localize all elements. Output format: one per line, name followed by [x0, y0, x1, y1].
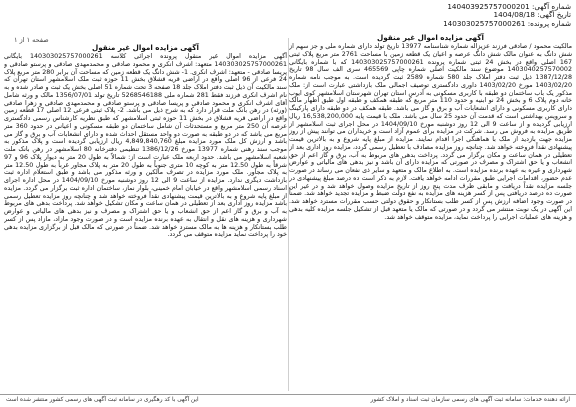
notice-title-first: آگهی مزایده اموال غیر منقول — [377, 33, 484, 42]
page-number: صفحه ۱ از ۱ — [14, 36, 49, 44]
column-divider — [288, 38, 289, 391]
notice-column-first — [289, 33, 572, 393]
notice-id: شماره آگهی: 140403925757000201 — [447, 2, 571, 11]
footer-provider-text: ارائه دهنده خدمات: سامانه ثبت آگهی های رسمی سازمان ثبت اسناد و املاک کشور — [370, 397, 570, 403]
page-footer — [0, 394, 576, 405]
notice-date: تاریخ آگهی: 1404/08/18 — [493, 10, 571, 20]
notice-column-second — [4, 43, 287, 393]
case-number: شماره پرونده: 140303025757000261 — [443, 18, 571, 28]
notice-title-second: آگهی مزایده اموال غیر منقول — [92, 43, 199, 52]
notice-body-first: مالکیت محمود / صادقی فرزند عزیزاله شماره شناسنامه 13977 تاریخ تولد دارای شماره ملی و جز سهم از شش دانگ به عنوان مالک شش دانگ عرصه و اعیان یک قطعه زمین با مساحت 2761 متر مربع پلاک ثبتی 167 اصلی واقع در بخش 24 ثبتی شماره پرونده 140303025757000261 که با شماره بایگانی 1403040257570002 موضوع سند مالکیت اصلی شماره چاپی 465569 سری الف سال 98 تاریخ 1387/12/28 ذیل ثبت دفتر املاک جلد 580 شماره 2589 ثبت گردیده است. به موجب نامه شماره 1403/02/20 مورخ 1403/02/20 داوری دادگستری توصیف اجمالی ملک بازداشتی عبارت است از: ملک مذکور یک باب ساختمان دو طبقه با کاربری مسکونی به آدرس استان تهران شهرستان اسلامشهر کوی ایوب خانه دوم پلاک 6 و بخش 24 نو ابنیه و حدود 110 متر مربع که طبقه همکف و طبقه اول طبق اظهار مالک دارای کاربری مسکونی و دارای انشعابات آب و برق و گاز می باشد. طبقه همکف در دو طبقه دارای پارکینگ و سرویس بهداشتی است که قدمت آن حدود 25 سال می باشد. ملک با قیمت پایه 16,538,200,000 ریال ارزیابی گردیده و از ساعت 9 الی 12 روز دوشنبه مورخ 1404/09/10 در محل اجرای ثبت اسلامشهر از طریق مزایده به فروش می رسد. شرکت در مزایده برای عموم آزاد است و خریداران می توانند پیش از روز مزایده جهت بازدید از ملک با هماهنگی اجرا اقدام نمایند. مزایده از مبلغ پایه شروع و به بالاترین قیمت پیشنهادی نقداً فروخته خواهد شد. چنانچه روز مزایده مصادف با تعطیل رسمی گردد، مزایده روز اداری بعد از تعطیلی در همان ساعت و مکان برگزار می گردد. پرداخت بدهی های مربوط به آب، برق و گاز اعم از حق انشعاب و یا حق اشتراک و مصرف در صورتی که مزایده دارای آن باشد و نیز بدهی های مالیاتی و عوارض شهرداری و غیره به عهده برنده مزایده است. به اطلاع مالک و متعهد و سایر ذی نفعان می رساند در صورت عدم حضور، اقدامات اجرایی طبق مقررات ادامه خواهد یافت. لازم به ذکر است ده درصد مبلغ پیشنهادی در جلسه مزایده نقداً دریافت و مابقی ظرف مدت پنج روز از تاریخ مزایده وصول خواهد شد و در غیر این صورت ده درصد دریافتی پس از کسر هزینه های مزایده به نفع دولت ضبط و مزایده تجدید خواهد شد. ضمناً در صورت وجود اضافه ارزش پس از کسر طلب بستانکار و حقوق دولتی حسب مقررات مسترد خواهد شد. این آگهی در یک نوبت منتشر می گردد و در صورتی که مالک یا متعهد قبل از تشکیل جلسه مزایده کلیه بدهی و هزینه های عملیات اجرایی را پرداخت نماید، مزایده متوقف خواهد شد. — [289, 43, 572, 221]
footer-tracking-text: این آگهی با کد رهگیری در سامانه ثبت آگهی های رسمی کشور منتشر شده است — [6, 397, 199, 403]
notice-body-second: آگهی مزایده اموال غیر منقول پرونده اجرائی کلاسه 140303025757000261 بایگانی 140303025757000261 متعهد: اشرف انکری و محمود صادقی و محمدمهدی صادقی و پرستو صادقی و پریسا صادقی - متعهد: اشرف انکری. 1- شش دانگ یک قطعه زمین که مساحت آن برابر 280 متر مربع پلاک 24 فرعی از 96 اصلی واقع در اراضی قریه قشلاق بخش 11 حوزه ثبت ملک اسلامشهر استان تهران که سند مالکیت آن ذیل ثبت دفتر املاک جلد 18 صفحه 3 تحت شماره 51 اصلی بخش یک ثبت و صادر شده و به نام اشرف انکری فرزند فقط 281 شماره ملی 5268546188 تاریخ تولد 1356/07/01 مالک و ورثه شامل آقای اشرف انکری و محمود صادقی و پریسا صادقی و پرستو صادقی و محمدمهدی صادقی و زهرا صادقی (ورثه) در رهن بانک ملت قرار دارد که به شرح ذیل می باشد. 2- پلاک ثبتی فرعی 12 اصلی 17 قطعه زمین واقع در اراضی قریه قشلاق در بخش 11 حوزه ثبتی اسلامشهر که طبق نظریه کارشناس رسمی دادگستری عرصه آن 250 متر مربع و مستحدثات آن شامل ساختمان دو طبقه مسکونی و اعیانی در حدود 360 متر مربع می باشد که در دو طبقه به صورت دو واحد مستقل احداث شده و دارای انشعابات آب و برق و گاز می باشد و ارزش کل ملک مورد مزایده مبلغ 4,849,840,760 ریال ارزیابی گردیده است و پلاک مذکور به موجب سند رهنی شماره 13977 مورخ 1386/12/26 تنظیمی دفترخانه 80 اسلامشهر در رهن بانک ملت شعبه اسلامشهر می باشد. حدود اربعه ملک عبارت است از: شمالاً به طول 20 متر به دیوار پلاک 96 و 97 شرقاً به طول 12.50 متر به کوچه 10 متری جنوباً به طول 20 متر به پلاک مجاور غرباً به طول 12.50 متر به پلاک مجاور. ملک مورد مزایده در تصرف مالکین و ورثه مذکور می باشد و طبق استعلام اداره ثبت بازداشت دیگری ندارد. مزایده از ساعت 9 الی 12 روز دوشنبه مورخ 1404/09/10 در محل اداره اجرای اسناد رسمی اسلامشهر واقع در خیابان امام خمینی، بلوار نماز، ساختمان اداره ثبت برگزار می گردد. مزایده از مبلغ پایه شروع و به بالاترین قیمت پیشنهادی نقداً فروخته خواهد شد و چنانچه روز مزایده تعطیل رسمی باشد مزایده روز اداری بعد از تعطیلی در همان ساعت و مکان تشکیل خواهد شد. پرداخت بدهی های مربوط به آب و برق و گاز اعم از حق انشعاب و یا حق اشتراک و مصرف و نیز بدهی های مالیاتی و عوارض شهرداری و هزینه های نقل و انتقال به عهده برنده مزایده است و در صورت وجود مازاد، مازاد پس از کسر طلب بستانکار و هزینه ها به مالک مسترد خواهد شد. ضمناً در صورتی که مالک قبل از برگزاری مزایده بدهی خود را پرداخت نماید مزایده متوقف می گردد. — [4, 53, 287, 239]
notice-header-meta — [443, 3, 571, 28]
